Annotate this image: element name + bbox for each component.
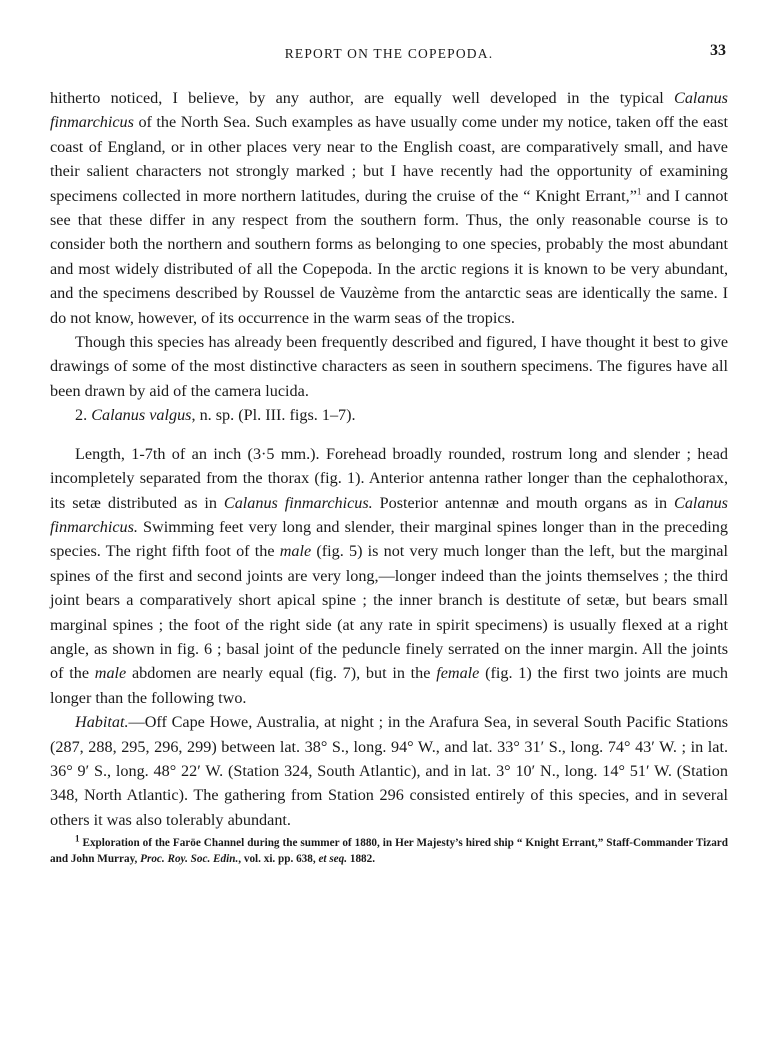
footnote: [50, 833, 728, 867]
habitat-label: Habitat.: [75, 713, 129, 732]
species-heading-name: Calanus valgus: [91, 406, 192, 425]
running-header: [50, 42, 728, 66]
text-run: (fig. 1) the first two joints are much longer than the following two.: [50, 664, 728, 707]
spacer: [50, 428, 728, 442]
species-heading-rest: , n. sp. (Pl. III. figs. 1–7).: [191, 406, 356, 425]
text-run: Posterior antennæ and mouth organs as in: [372, 493, 675, 512]
text-run: Length, 1-7th of an inch (3·5 mm.). Forehead broadly rounded, rostrum long and slender ; head incompletely separated from the thorax (fig. 1). Anterior antenna rather longer than the cephalothorax, its setæ distributed as in: [50, 444, 728, 512]
species-name: Calanus finmarchicus.: [50, 493, 728, 536]
body-text: [50, 86, 728, 832]
text-run: of the North Sea. Such examples as have usually come under my notice, taken off the east coast of England, or in other places very near to the English coast, are comparatively small, and have their salient characters not strongly marked ; but I have recently had the opportunity of examining specimens collected in more northern latitudes, during the cruise of the “ Knight Errant,”: [50, 113, 728, 205]
text-run: 1882.: [347, 852, 376, 865]
text-run: —Off Cape Howe, Australia, at night ; in the Arafura Sea, in several South Pacific Stations (287, 288, 295, 296, 299) between lat. 38° S., long. 94° W., and lat. 33° 31′ S., long. 74° 43′ W. ; in lat. 36° 9′ S., long. 48° 22′ W. (Station 324, South Atlantic), and in lat. 3° 10′ N., long. 14° 51′ W. (Station 348, North Atlantic). The gathering from Station 296 consisted entirely of this species, and in several others it was also tolerably abundant.: [50, 713, 728, 829]
journal-title: Proc. Roy. Soc. Edin.: [140, 852, 239, 865]
page-number: 33: [710, 42, 726, 59]
sex-term: female: [436, 664, 480, 683]
species-heading: [50, 403, 728, 427]
text-run: (fig. 5) is not very much longer than the left, but the marginal spines of the first and second joints are very long,—longer indeed than the joints themselves ; the third joint bears a comparatively short apical spine ; the inner branch is destitute of setæ, but bears small marginal spines ; the foot of the right side (at any rate in spirit specimens) is usually flexed at a right angle, as shown in fig. 6 ; basal joint of the peduncle finely serrated on the inner margin. All the joints of the: [50, 542, 728, 683]
text-run: hitherto noticed, I believe, by any author, are equally well developed in the typical: [50, 89, 675, 107]
species-number: 2.: [75, 406, 92, 425]
species-name: Calanus finmarchicus.: [223, 493, 373, 512]
text-run: Swimming feet very long and slender, their marginal spines longer than in the preceding species. The right fifth foot of the: [50, 517, 728, 561]
paragraph-description: [50, 442, 728, 710]
paragraph-drawings: Though this species has already been frequently described and figured, I have thought it best to give drawings of some of the most distinctive characters as seen in southern specimens. The figures have all been drawn by aid of the camera lucida.: [50, 333, 728, 400]
text-run: and I cannot see that these differ in any respect from the southern form. Thus, the only reasonable course is to consider both the northern and southern forms as belonging to one species, probably the most abundant and most widely distributed of all the Copepoda. In the arctic regions it is known to be very abundant, and the specimens described by Roussel de Vauzème from the antarctic seas are identically the same. I do not know, however, of its occurrence in the warm seas of the tropics.: [50, 186, 728, 327]
paragraph-habitat: [50, 710, 728, 832]
species-name: Calanus finmarchicus: [50, 89, 728, 132]
text-run: abdomen are nearly equal (fig. 7), but in the: [126, 664, 437, 683]
footnote-marker: 1: [636, 186, 642, 197]
footnote-number: 1: [75, 833, 80, 844]
running-title: REPORT ON THE COPEPODA.: [284, 46, 494, 61]
sex-term: male: [279, 542, 312, 561]
text-run: , vol. xi. pp. 638,: [238, 852, 319, 865]
page: [50, 42, 728, 878]
text-run: Exploration of the Faröe Channel during the summer of 1880, in Her Majesty’s hired ship “ Knight Errant,” Staff-Commander Tizard and John Murray,: [50, 837, 728, 865]
sex-term: male: [94, 664, 127, 683]
latin-abbrev: et seq.: [318, 852, 348, 865]
paragraph-continuation: [50, 86, 728, 330]
